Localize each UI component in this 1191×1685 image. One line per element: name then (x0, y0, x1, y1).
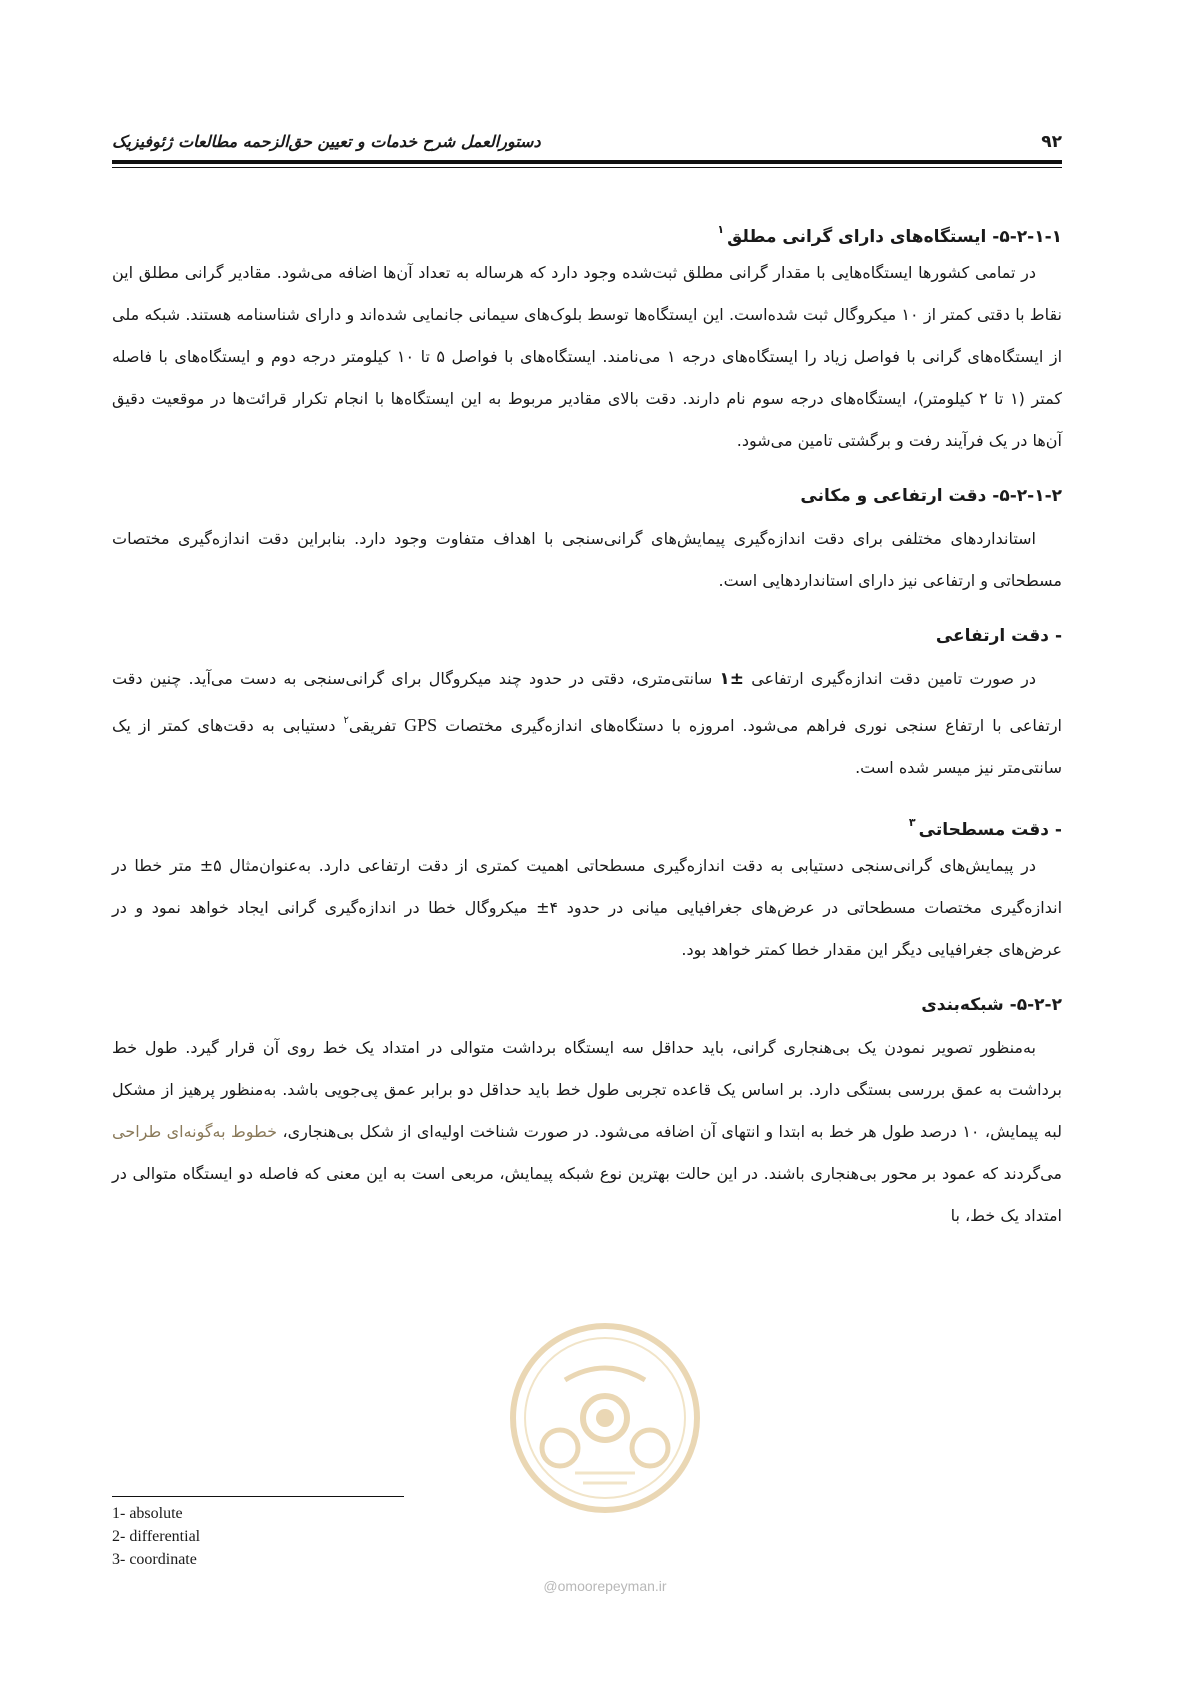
section-heading-height-position-accuracy: ۵-۲-۱-۲- دقت ارتفاعی و مکانی (800, 486, 1062, 506)
header-rule-thin (112, 167, 1062, 168)
gps-term: GPS (404, 715, 438, 735)
section-heading-height-accuracy: - دقت ارتفاعی (935, 626, 1062, 646)
footnote-3: 3- coordinate (112, 1551, 197, 1568)
watermark-logo (505, 1318, 705, 1518)
paragraph-accuracy-standards: استانداردهای مختلفی برای دقت اندازه‌گیری پیمایش‌های گرانی‌سنجی با اهداف متفاوت وجود دارد. بنابراین دقت اندازه‌گیری مختصات مسطحاتی و ارتفاعی نیز دارای استانداردهایی است. (112, 529, 1062, 590)
gear-seal-icon (505, 1318, 705, 1518)
section-heading-planar-accuracy: - دقت مسطحاتی$^۳$ (908, 816, 1062, 840)
paragraph-absolute-gravity: در تمامی کشورها ایستگاه‌هایی با مقدار گرانی مطلق ثبت‌شده وجود دارد که هرساله به تعداد آن‌ها اضافه می‌شود. مقادیر گرانی مطلق این نقاط با دقتی کمتر از ۱۰ میکروگال ثبت شده‌است. این ایستگاه‌ها توسط بلوک‌های سیمانی جانمایی شده‌اند و دارای شناسنامه هستند. شبکه ملی از ایستگاه‌های گرانی با فواصل زیاد را ایستگاه‌های درجه ۱ می‌نامند. ایستگاه‌های با فواصل ۵ تا ۱۰ کیلومتر درجه دوم و ایستگاه‌های با فاصله کمتر (۱ تا ۲ کیلومتر)، ایستگاه‌های درجه سوم نام دارند. دقت بالای مقادیر مربوط به این ایستگاه‌ها با انجام تکرار قرائت‌ها در موقعیت دقیق آن‌ها در یک فرآیند رفت و برگشتی تامین می‌شود. (112, 263, 1063, 450)
footnotes (112, 1502, 200, 1571)
footnote-ref-1: ۱ (717, 223, 725, 236)
body-content (112, 208, 1062, 1237)
section-heading-gridding: ۵-۲-۲- شبکه‌بندی (921, 995, 1062, 1015)
footnote-ref-2: ۲ (343, 715, 349, 726)
plus-minus-value: ±۱ (719, 669, 745, 689)
running-title: دستورالعمل شرح خدمات و تعیین حق‌الزحمه مطالعات ژئوفیزیک (112, 132, 541, 151)
paragraph-height-accuracy: در صورت تامین دقت اندازه‌گیری ارتفاعی ±۱ سانتی‌متری، دقتی در حدود چند میکروگال برای گرانی‌سنجی به دست می‌آید. چنین دقت ارتفاعی با ارتفاع سنجی نوری فراهم می‌شود. امروزه با دستگاه‌های اندازه‌گیری مختصات GPS تفریقی$^۲$ دستیابی به دقت‌های کمتر از یک سانتی‌متر نیز میسر شده است. (112, 669, 1062, 777)
design-lines-phrase: خطوط به‌گونه‌ای طراحی (112, 1122, 278, 1141)
watermark-url: @omoorepeyman.ir (543, 1578, 667, 1594)
paragraph-planar-accuracy: در پیمایش‌های گرانی‌سنجی دستیابی به دقت اندازه‌گیری مسطحاتی اهمیت کمتری از دقت ارتفاعی دارد. به‌عنوان‌مثال ۵± متر خطا در اندازه‌گیری مختصات مسطحاتی در عرض‌های جغرافیایی میانی در حدود ۴± میکروگال خطا در اندازه‌گیری گرانی ایجاد خواهد نمود و در عرض‌های جغرافیایی دیگر این مقدار خطا کمتر خواهد بود. (112, 856, 1063, 959)
page-number: ۹۲ (1041, 132, 1062, 152)
footnote-2: 2- differential (112, 1528, 201, 1545)
header-rule-thick (112, 160, 1062, 164)
footnote-ref-3: ۳ (908, 816, 916, 829)
section-heading-absolute-gravity: ۵-۲-۱-۱- ایستگاه‌های دارای گرانی مطلق$^۱$ (717, 223, 1062, 247)
footnote-rule (112, 1496, 404, 1497)
paragraph-gridding: به‌منظور تصویر نمودن یک بی‌هنجاری گرانی، باید حداقل سه ایستگاه برداشت متوالی در امتداد یک خط روی آن قرار گیرد. طول خط برداشت به عمق بررسی بستگی دارد. بر اساس یک قاعده تجربی طول خط باید حداقل دو برابر عمق پی‌جویی باشد. به‌منظور پرهیز از مشکل لبه پیمایش، ۱۰ درصد طول هر خط به ابتدا و انتهای آن اضافه می‌شود. در صورت شناخت اولیه‌ای از شکل بی‌هنجاری، خطوط به‌گونه‌ای طراحی می‌گردند که عمود بر محور بی‌هنجاری باشند. در این حالت بهترین نوع شبکه پیمایش، مربعی است به این معنی که فاصله دو ایستگاه متوالی در امتداد یک خط، با (112, 1038, 1063, 1225)
footnote-1: 1- absolute (112, 1505, 183, 1522)
page-header (112, 128, 1062, 156)
